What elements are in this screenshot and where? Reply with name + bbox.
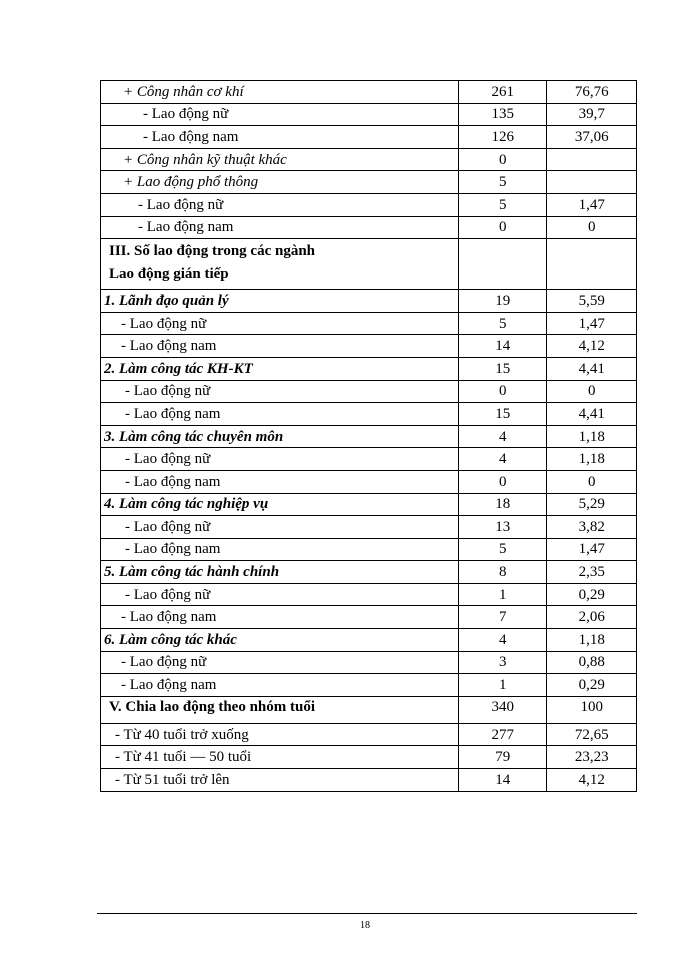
row-percent: 5,29 <box>547 493 637 516</box>
row-label: - Lao động nữ <box>101 312 459 335</box>
table-row <box>101 103 637 126</box>
table-row <box>101 81 637 104</box>
row-percent <box>547 148 637 171</box>
table-row <box>101 583 637 606</box>
row-percent: 3,82 <box>547 516 637 539</box>
row-percent: 0,29 <box>547 674 637 697</box>
row-label: - Lao động nam <box>101 126 459 149</box>
row-percent: 2,06 <box>547 606 637 629</box>
row-quantity: 5 <box>459 193 547 216</box>
row-quantity: 126 <box>459 126 547 149</box>
row-percent: 0 <box>547 216 637 239</box>
row-label: - Lao động nữ <box>101 103 459 126</box>
row-label: 5. Làm công tác hành chính <box>101 561 459 584</box>
row-label: - Từ 40 tuổi trở xuống <box>101 723 459 746</box>
row-quantity: 3 <box>459 651 547 674</box>
table-row <box>101 357 637 380</box>
row-quantity: 4 <box>459 448 547 471</box>
section-header-line1: III. Số lao động trong các ngành <box>109 243 316 260</box>
row-label: + Công nhân kỹ thuật khác <box>101 148 459 171</box>
row-label: - Lao động nam <box>101 538 459 561</box>
row-percent: 1,47 <box>547 312 637 335</box>
row-label: - Lao động nữ <box>101 380 459 403</box>
table-row <box>101 312 637 335</box>
row-quantity: 4 <box>459 425 547 448</box>
row-label: + Công nhân cơ khí <box>101 81 459 104</box>
row-quantity: 13 <box>459 516 547 539</box>
row-label: - Từ 41 tuổi — 50 tuổi <box>101 746 459 769</box>
table-row <box>101 171 637 194</box>
section-header: V. Chia lao động theo nhóm tuổi <box>101 696 459 723</box>
row-quantity: 4 <box>459 629 547 652</box>
row-quantity: 0 <box>459 148 547 171</box>
row-label: 6. Làm công tác khác <box>101 629 459 652</box>
row-label: - Lao động nữ <box>101 583 459 606</box>
row-quantity: 5 <box>459 312 547 335</box>
row-percent: 4,12 <box>547 769 637 792</box>
empty-cell <box>459 239 547 290</box>
row-percent: 1,47 <box>547 538 637 561</box>
row-label: - Lao động nữ <box>101 193 459 216</box>
table-row <box>101 126 637 149</box>
table-row <box>101 674 637 697</box>
row-quantity: 14 <box>459 769 547 792</box>
section-header-row <box>101 239 637 290</box>
row-percent: 0 <box>547 470 637 493</box>
row-label: + Lao động phổ thông <box>101 171 459 194</box>
row-percent: 0,29 <box>547 583 637 606</box>
section-header-row <box>101 696 637 723</box>
row-quantity: 277 <box>459 723 547 746</box>
row-label: - Lao động nữ <box>101 516 459 539</box>
row-quantity: 14 <box>459 335 547 358</box>
table-row <box>101 538 637 561</box>
row-quantity: 5 <box>459 538 547 561</box>
table-row <box>101 148 637 171</box>
row-percent: 4,41 <box>547 357 637 380</box>
row-label: 2. Làm công tác KH-KT <box>101 357 459 380</box>
table-row <box>101 606 637 629</box>
row-quantity: 18 <box>459 493 547 516</box>
row-percent: 2,35 <box>547 561 637 584</box>
empty-cell <box>547 239 637 290</box>
row-quantity: 5 <box>459 171 547 194</box>
table-row <box>101 335 637 358</box>
table-body <box>101 81 637 792</box>
row-label: - Lao động nam <box>101 606 459 629</box>
table-row <box>101 746 637 769</box>
table-row <box>101 425 637 448</box>
table-row <box>101 561 637 584</box>
row-quantity: 0 <box>459 380 547 403</box>
table-row <box>101 651 637 674</box>
row-percent: 1,18 <box>547 425 637 448</box>
row-quantity: 0 <box>459 470 547 493</box>
row-percent: 1,18 <box>547 448 637 471</box>
row-label: - Lao động nam <box>101 403 459 426</box>
table-row <box>101 516 637 539</box>
row-label: 3. Làm công tác chuyên môn <box>101 425 459 448</box>
row-percent: 1,18 <box>547 629 637 652</box>
row-percent: 4,41 <box>547 403 637 426</box>
row-label: - Lao động nữ <box>101 651 459 674</box>
statistics-table <box>100 80 637 792</box>
row-percent: 5,59 <box>547 290 637 313</box>
row-percent: 4,12 <box>547 335 637 358</box>
row-quantity: 19 <box>459 290 547 313</box>
row-quantity: 135 <box>459 103 547 126</box>
row-quantity: 1 <box>459 583 547 606</box>
table-row <box>101 470 637 493</box>
row-quantity: 15 <box>459 403 547 426</box>
row-label: - Lao động nam <box>101 674 459 697</box>
page-number: 18 <box>360 920 370 931</box>
row-quantity: 8 <box>459 561 547 584</box>
row-percent: 100 <box>547 696 637 723</box>
row-percent: 37,06 <box>547 126 637 149</box>
row-quantity: 79 <box>459 746 547 769</box>
row-quantity: 1 <box>459 674 547 697</box>
section-header <box>101 239 459 290</box>
row-quantity: 15 <box>459 357 547 380</box>
row-percent <box>547 171 637 194</box>
table-row <box>101 380 637 403</box>
table-row <box>101 723 637 746</box>
table-row <box>101 769 637 792</box>
row-quantity: 0 <box>459 216 547 239</box>
footer-divider <box>97 913 637 914</box>
section-header-line2: Lao động gián tiếp <box>109 266 229 283</box>
row-label: - Lao động nữ <box>101 448 459 471</box>
table-row <box>101 629 637 652</box>
table-row <box>101 493 637 516</box>
row-percent: 23,23 <box>547 746 637 769</box>
row-quantity: 261 <box>459 81 547 104</box>
row-label: - Lao động nam <box>101 335 459 358</box>
row-label: 4. Làm công tác nghiệp vụ <box>101 493 459 516</box>
row-label: - Lao động nam <box>101 216 459 239</box>
table-row <box>101 216 637 239</box>
row-percent: 0 <box>547 380 637 403</box>
row-label: - Từ 51 tuổi trở lên <box>101 769 459 792</box>
row-percent: 39,7 <box>547 103 637 126</box>
row-quantity: 340 <box>459 696 547 723</box>
table-row <box>101 290 637 313</box>
table-row <box>101 193 637 216</box>
row-label: 1. Lãnh đạo quản lý <box>101 290 459 313</box>
row-percent: 1,47 <box>547 193 637 216</box>
row-percent: 72,65 <box>547 723 637 746</box>
row-label: - Lao động nam <box>101 470 459 493</box>
row-quantity: 7 <box>459 606 547 629</box>
table-row <box>101 448 637 471</box>
row-percent: 76,76 <box>547 81 637 104</box>
table-row <box>101 403 637 426</box>
row-percent: 0,88 <box>547 651 637 674</box>
